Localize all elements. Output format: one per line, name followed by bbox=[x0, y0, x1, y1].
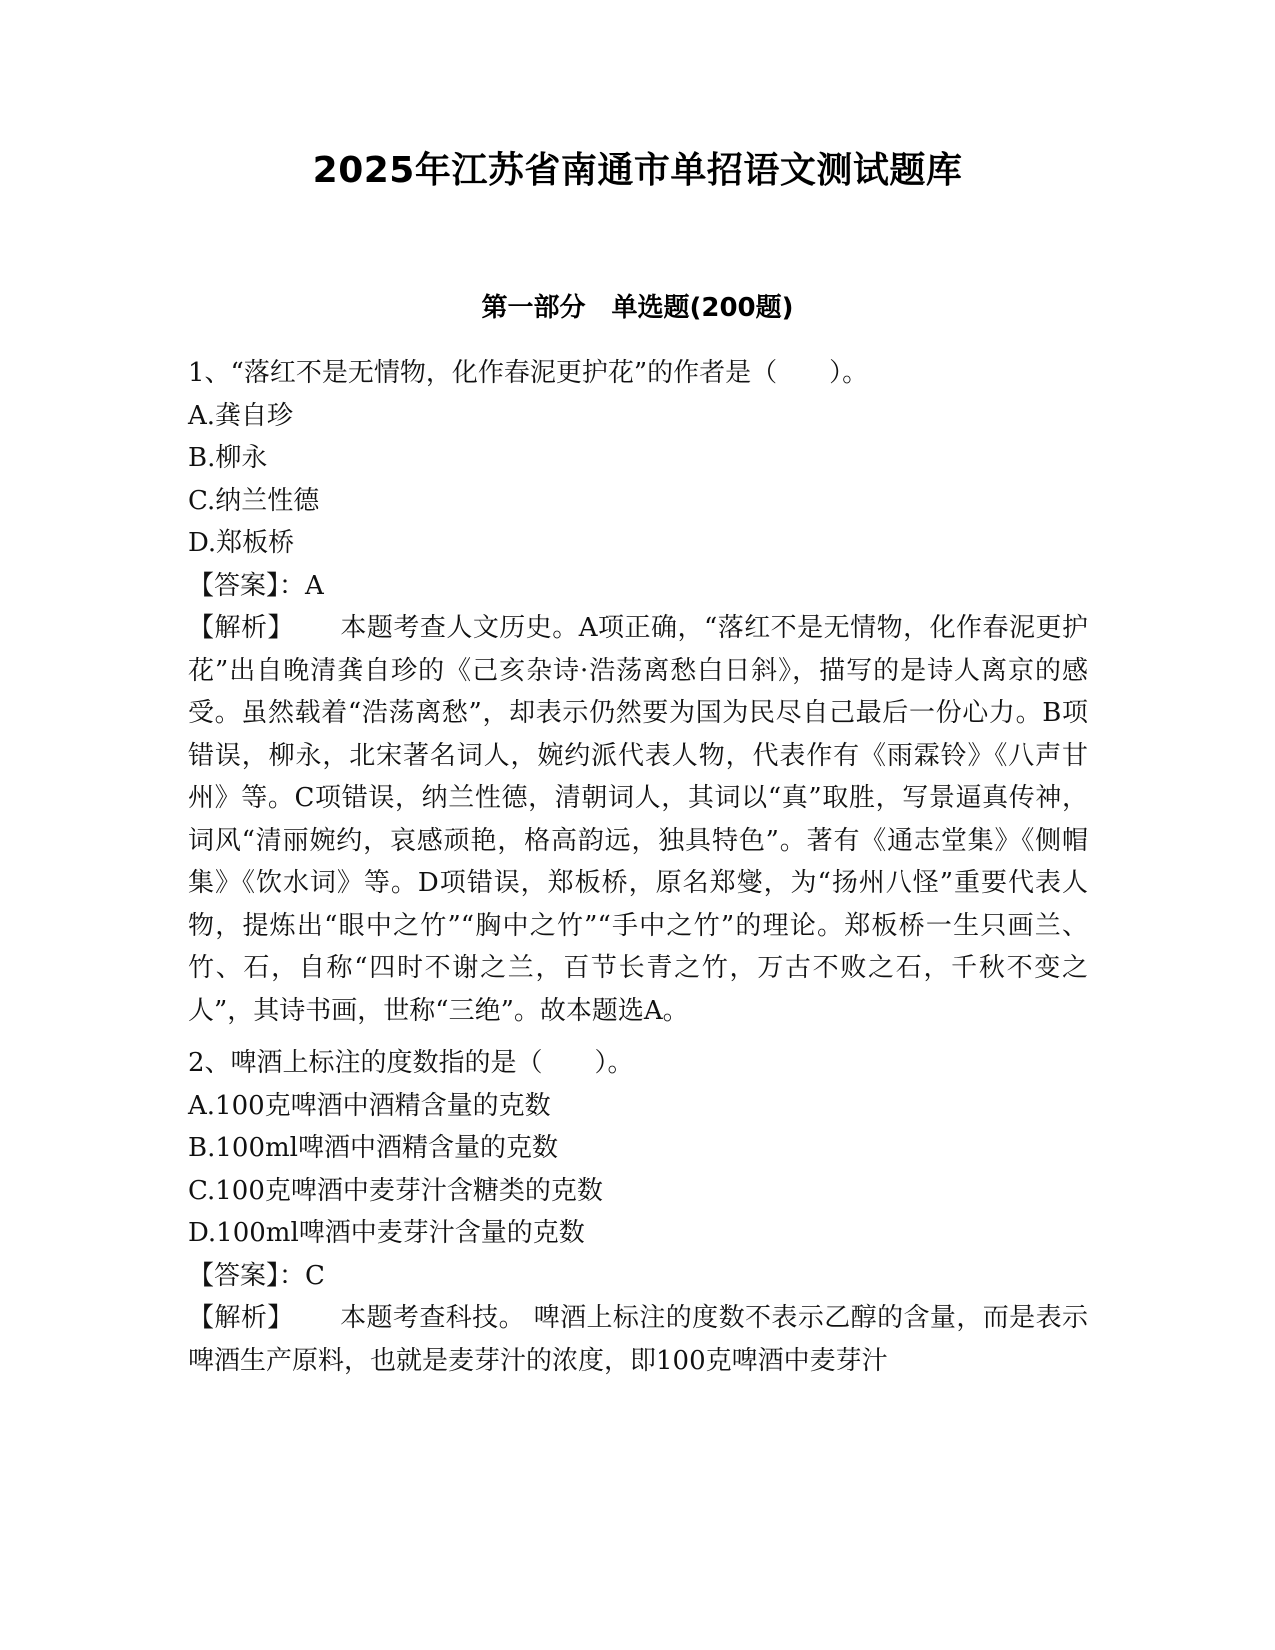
answer-line bbox=[188, 1255, 1088, 1298]
option-c: C.纳兰性德 bbox=[188, 485, 320, 516]
answer-value: C bbox=[305, 1260, 325, 1291]
question-item bbox=[188, 1042, 1088, 1382]
question-item bbox=[188, 352, 1088, 1032]
option-a: A.100克啤酒中酒精含量的克数 bbox=[188, 1090, 551, 1121]
answer-line bbox=[188, 565, 1088, 608]
question-stem: 1、“落红不是无情物，化作春泥更护花”的作者是（ ）。 bbox=[188, 358, 869, 388]
analysis-paragraph bbox=[188, 607, 1088, 1032]
analysis-text: 本题考查科技。 啤酒上标注的度数不表示乙醇的含量，而是表示啤酒生产原料，也就是麦芽汁的浓度，即100克啤酒中麦芽汁 bbox=[188, 1303, 1088, 1376]
option-a: A.龚自珍 bbox=[188, 400, 294, 431]
question-list bbox=[188, 352, 1088, 1392]
option-b: B.柳永 bbox=[188, 443, 268, 473]
option-b: B.100ml啤酒中酒精含量的克数 bbox=[188, 1133, 558, 1163]
analysis-text: 本题考查人文历史。A项正确，“落红不是无情物，化作春泥更护花”出自晚清龚自珍的《己亥杂诗·浩荡离愁白日斜》，描写的是诗人离京的感受。虽然载着“浩荡离愁”，却表示仍然要为国为民尽自己最后一份心力。B项错误，柳永，北宋著名词人，婉约派代表人物，代表作有《雨霖铃》《八声甘州》等。C项错误，纳兰性德，清朝词人，其词以“真”取胜，写景逼真传神，词风“清丽婉约，哀感顽艳，格高韵远，独具特色”。著有《通志堂集》《侧帽集》《饮水词》等。D项错误，郑板桥，原名郑燮，为“扬州八怪”重要代表人物，提炼出“眼中之竹”“胸中之竹”“手中之竹”的理论。郑板桥一生只画兰、竹、石，自称“四时不谢之兰，百节长青之竹，万古不败之石，千秋不变之人”，其诗书画，世称“三绝”。故本题选A。 bbox=[188, 613, 1088, 1026]
analysis-label: 【解析】 bbox=[188, 613, 294, 643]
option-d: D.郑板桥 bbox=[188, 528, 295, 558]
analysis-paragraph bbox=[188, 1297, 1088, 1382]
answer-value: A bbox=[305, 570, 324, 601]
analysis-label: 【解析】 bbox=[188, 1303, 294, 1333]
option-d: D.100ml啤酒中麦芽汁含量的克数 bbox=[188, 1218, 585, 1248]
section-title: 第一部分 单选题(200题) bbox=[481, 293, 794, 323]
option-c: C.100克啤酒中麦芽汁含糖类的克数 bbox=[188, 1175, 603, 1206]
answer-label: 【答案】： bbox=[188, 1260, 306, 1291]
document-title: 2025年江苏省南通市单招语文测试题库 bbox=[312, 150, 963, 191]
answer-label: 【答案】： bbox=[188, 570, 306, 601]
question-stem: 2、啤酒上标注的度数指的是（ ）。 bbox=[188, 1048, 634, 1078]
